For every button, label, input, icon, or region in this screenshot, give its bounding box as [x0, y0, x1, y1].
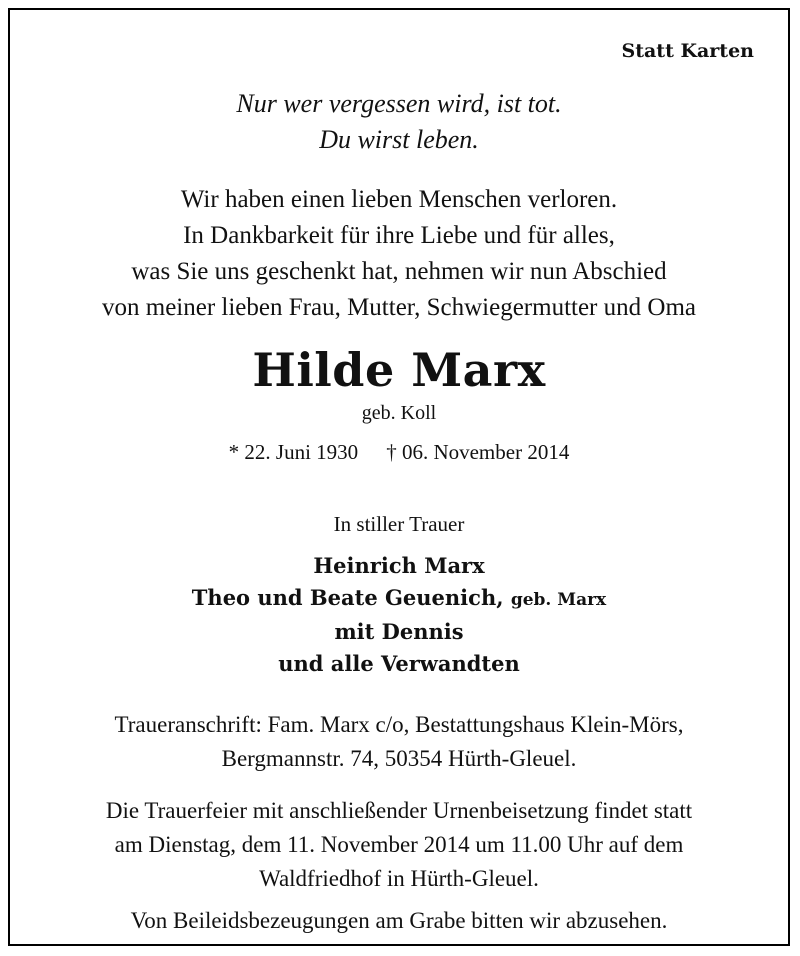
quote-line: Du wirst leben.: [319, 125, 479, 154]
mourning-intro: In stiller Trauer: [333, 512, 465, 536]
intro-line: von meiner lieben Frau, Mutter, Schwiegermutter und Oma: [102, 294, 696, 321]
mourner-names: Theo und Beate Geuenich,: [191, 585, 504, 610]
address-line: Traueranschrift: Fam. Marx c/o, Bestattungshaus Klein-Mörs,: [114, 712, 684, 737]
intro-line: was Sie uns geschenkt hat, nehmen wir nun Abschied: [131, 258, 667, 285]
deceased-name: Hilde Marx: [252, 343, 546, 397]
intro-line: In Dankbarkeit für ihre Liebe und für alles,: [183, 222, 615, 249]
address-line: Bergmannstr. 74, 50354 Hürth-Gleuel.: [221, 746, 577, 771]
birth-name: geb. Koll: [361, 402, 437, 424]
ceremony-line: am Dienstag, dem 11. November 2014 um 11.00 Uhr auf dem: [114, 832, 684, 857]
memorial-quote: [10, 86, 788, 158]
ceremony-info: [10, 794, 788, 896]
mourner-birth-name: geb. Marx: [510, 590, 607, 610]
mourning-address: [10, 708, 788, 776]
life-dates: [10, 438, 788, 466]
ceremony-line: Waldfriedhof in Hürth-Gleuel.: [259, 866, 539, 891]
intro-line: Wir haben einen lieben Menschen verloren.: [180, 186, 618, 213]
mourner-line: und alle Verwandten: [278, 651, 520, 676]
ceremony-line: Die Trauerfeier mit anschließender Urnenbeisetzung findet statt: [105, 798, 693, 823]
mourner-line: [10, 582, 788, 616]
quote-line: Nur wer vergessen wird, ist tot.: [236, 89, 562, 118]
birth-date: * 22. Juni 1930: [228, 440, 359, 464]
statt-karten-label: Statt Karten: [621, 40, 754, 62]
condolence-note: Von Beileidsbezeugungen am Grabe bitten wir abzusehen.: [130, 908, 668, 933]
mourner-line: Heinrich Marx: [313, 553, 485, 578]
intro-text: [10, 182, 788, 326]
mourners-list: [10, 550, 788, 680]
death-date: † 06. November 2014: [386, 440, 570, 464]
mourner-line: mit Dennis: [334, 619, 464, 644]
obituary-card: [8, 8, 790, 946]
